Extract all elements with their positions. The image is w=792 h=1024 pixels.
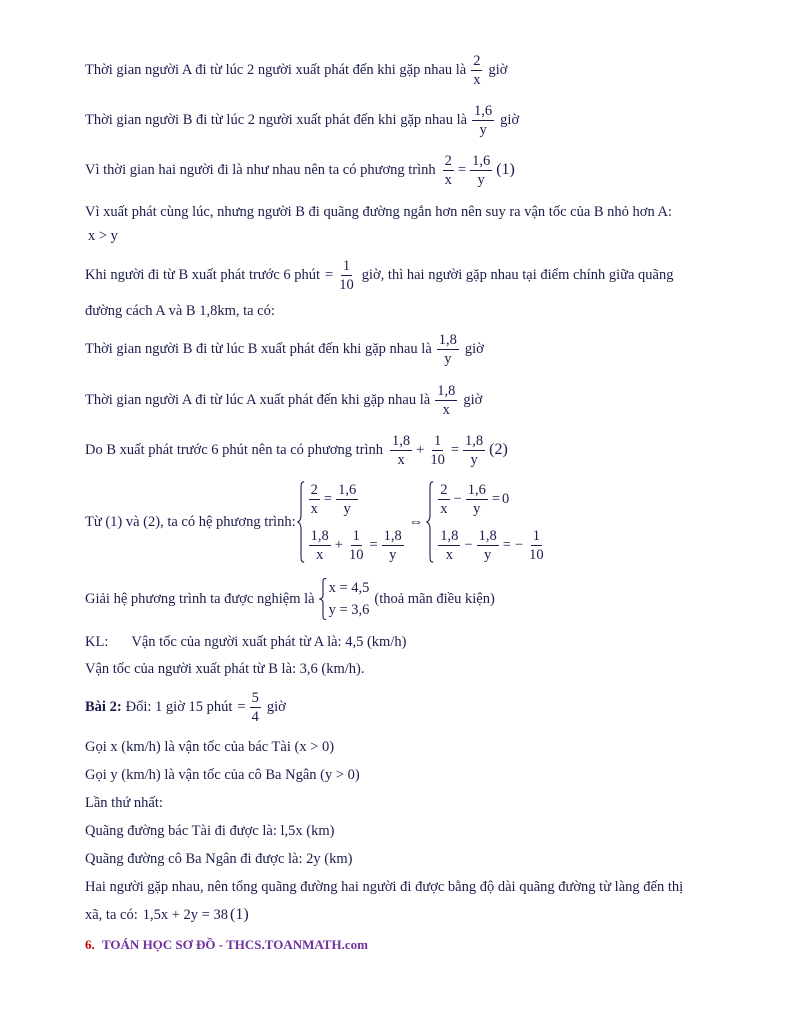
exercise-2-heading	[85, 687, 286, 727]
footer-title: TOÁN HỌC SƠ ĐỒ - THCS.TOANMATH.com	[102, 937, 368, 952]
fraction-numerator: 1,8	[478, 527, 497, 544]
fraction	[437, 333, 459, 366]
fraction	[309, 529, 331, 562]
conclusion-line-2	[85, 649, 365, 689]
system-row	[307, 476, 406, 522]
inequality-text: x > y	[88, 227, 118, 244]
solution-x: x = 4,5	[328, 579, 370, 596]
fraction	[250, 691, 261, 724]
minus-sign: −	[514, 536, 524, 553]
sentence-text: Giải hệ phương trình ta được nghiệm là	[85, 590, 315, 607]
sentence-text: Vì thời gian hai người đi là như nhau nên ta có phương trình	[85, 161, 436, 178]
sentence-text: Vì xuất phát cùng lúc, nhưng người B đi quãng đường ngắn hơn nên suy ra vận tốc của B nhỏ hơn A:	[85, 203, 673, 220]
sentence-text: Từ (1) và (2), ta có hệ phương trình:	[85, 513, 296, 530]
paragraph-equation-1	[85, 150, 515, 190]
sentence-text: Đổi: 1 giờ 15 phút	[125, 698, 233, 715]
fraction	[466, 483, 488, 516]
left-brace-icon	[426, 481, 434, 563]
fraction	[347, 529, 366, 562]
exercise-2-equation-line	[85, 895, 249, 935]
page-footer	[85, 937, 368, 953]
fraction-numerator: 1	[433, 432, 442, 449]
condition-note: (thoả mãn điều kiện)	[374, 590, 495, 607]
paragraph-time-b	[85, 100, 519, 140]
page-number: 6	[85, 937, 92, 952]
unit-text: giờ	[500, 111, 520, 128]
paragraph-solution	[85, 574, 495, 624]
fraction-numerator: 5	[251, 689, 259, 706]
system-row	[436, 476, 547, 522]
paragraph-head-start	[85, 255, 673, 295]
page-number-dot: .	[91, 937, 95, 952]
sentence-text: Gọi y (km/h) là vận tốc của cô Ba Ngân (y > 0)	[85, 766, 360, 783]
minus-sign: −	[464, 536, 473, 553]
system-rows	[436, 476, 547, 568]
fraction	[463, 434, 485, 467]
fraction-numerator: 2	[310, 481, 318, 498]
fraction-denominator: y	[484, 546, 492, 563]
fraction-numerator: 1,8	[440, 527, 459, 544]
plus-sign: +	[416, 441, 425, 458]
fraction-numerator: 1	[352, 527, 360, 544]
fraction-denominator: 10	[348, 546, 364, 563]
fraction-denominator: y	[389, 546, 397, 563]
minus-sign: −	[453, 490, 462, 507]
sentence-text: Quãng đường cô Ba Ngân đi được là: 2y (km)	[85, 850, 353, 867]
equals-sign: =	[491, 490, 500, 507]
fraction-denominator: 10	[339, 276, 354, 293]
sentence-text-after: giờ, thì hai người gặp nhau tại điểm chính giữa quãng	[361, 266, 674, 283]
equation-1	[441, 154, 515, 187]
sentence-text: Gọi x (km/h) là vận tốc của bác Tài (x > 0)	[85, 738, 335, 755]
solution-y: y = 3,6	[328, 601, 370, 618]
left-brace-icon	[297, 481, 305, 563]
fraction	[438, 483, 449, 516]
fraction-denominator: 10	[430, 451, 445, 468]
fraction-numerator: 1,6	[472, 152, 491, 169]
fraction	[527, 529, 546, 562]
equals-sign: =	[323, 490, 333, 507]
equivalence-icon: ⇔	[408, 513, 424, 530]
sentence-text: Thời gian người A đi từ lúc 2 người xuất phát đến khi gặp nhau là	[85, 61, 467, 78]
fraction-numerator: 1,6	[474, 102, 493, 119]
fraction-denominator: y	[470, 451, 478, 468]
system-rows	[329, 577, 370, 621]
unit-text: giờ	[464, 340, 484, 357]
left-brace-icon	[319, 578, 327, 620]
fraction	[471, 54, 482, 87]
conclusion-text: Vận tốc của người xuất phát từ B là: 3,6 (km/h).	[85, 660, 365, 677]
fraction-numerator: 1,8	[383, 527, 402, 544]
fraction-numerator: 1,8	[437, 382, 456, 399]
fraction-numerator: 1,8	[310, 527, 329, 544]
fraction-denominator: x	[445, 546, 453, 563]
unit-text: giờ	[266, 698, 286, 715]
paragraph-time-a	[85, 50, 507, 90]
exercise-label: Bài 2:	[85, 698, 122, 715]
unit-text: giờ	[488, 61, 508, 78]
inequality	[88, 216, 118, 256]
equation: 1,5x + 2y = 38	[142, 906, 228, 923]
paragraph-time-b-2	[85, 329, 484, 369]
paragraph-time-a-2	[85, 380, 482, 420]
sentence-text: Thời gian người B đi từ lúc 2 người xuất phát đến khi gặp nhau là	[85, 111, 468, 128]
paragraph-equation-2	[85, 430, 508, 470]
fraction-denominator: y	[477, 171, 485, 188]
fraction-denominator: x	[444, 171, 452, 188]
sentence-text: Thời gian người B đi từ lúc B xuất phát đến khi gặp nhau là	[85, 340, 432, 357]
fraction	[337, 259, 356, 292]
right-hand-side: 0	[502, 490, 510, 507]
fraction-denominator: y	[479, 121, 487, 138]
plus-sign: +	[334, 536, 343, 553]
equals-sign: =	[369, 536, 378, 553]
sentence-text: xã, ta có:	[85, 906, 138, 923]
sentence-text: Thời gian người A đi từ lúc A xuất phát đến khi gặp nhau là	[85, 391, 431, 408]
equation-system-2	[426, 476, 547, 568]
fraction-numerator: 1	[532, 527, 540, 544]
fraction-numerator: 1,6	[467, 481, 486, 498]
fraction-denominator: x	[316, 546, 324, 563]
sentence-text: Hai người gặp nhau, nên tổng quãng đường hai người đi được bằng độ dài quãng đường từ làng đến thị	[85, 878, 684, 895]
fraction-numerator: 1	[342, 257, 351, 274]
sentence-text: Lần thứ nhất:	[85, 794, 163, 811]
equals-sign: =	[457, 161, 467, 178]
paragraph-head-start-cont	[85, 291, 275, 331]
fraction	[435, 384, 457, 417]
system-rows	[307, 476, 406, 568]
fraction-numerator: 1,8	[438, 331, 457, 348]
equals-sign: =	[237, 698, 246, 715]
equals-sign: =	[502, 536, 511, 553]
fraction-numerator: 2	[473, 52, 481, 69]
conclusion-label: KL:	[85, 633, 109, 650]
equals-sign: =	[325, 266, 334, 283]
fraction-denominator: y	[343, 500, 351, 517]
fraction	[470, 154, 492, 187]
fraction-denominator: 10	[529, 546, 544, 563]
sentence-text: Quãng đường bác Tài đi được là: l,5x (km)	[85, 822, 335, 839]
sentence-text: Do B xuất phát trước 6 phút nên ta có phương trình	[85, 441, 384, 458]
paragraph-system	[85, 472, 548, 572]
fraction-denominator: x	[442, 401, 450, 418]
fraction	[477, 529, 499, 562]
fraction-denominator: x	[440, 500, 448, 517]
fraction-denominator: 4	[251, 708, 259, 725]
fraction-denominator: y	[444, 350, 452, 367]
fraction	[443, 154, 454, 187]
fraction-numerator: 2	[440, 481, 448, 498]
fraction-denominator: y	[473, 500, 481, 517]
equation-tag: (2)	[489, 441, 508, 458]
fraction-numerator: 1,6	[338, 481, 357, 498]
equals-sign: =	[450, 441, 460, 458]
conclusion-text: Vận tốc của người xuất phát từ A là: 4,5 (km/h)	[131, 633, 407, 650]
fraction-denominator: x	[473, 71, 481, 88]
sentence-text: Khi người đi từ B xuất phát trước 6 phút	[85, 266, 321, 283]
fraction	[309, 483, 320, 516]
system-row	[307, 522, 406, 568]
system-row	[436, 522, 547, 568]
fraction-numerator: 1,8	[392, 432, 411, 449]
fraction-denominator: x	[397, 451, 405, 468]
equation-system-1	[297, 476, 406, 568]
fraction	[390, 434, 412, 467]
equation-2	[388, 434, 508, 467]
fraction	[382, 529, 404, 562]
fraction-denominator: x	[310, 500, 318, 517]
fraction-numerator: 1,8	[465, 432, 484, 449]
fraction	[438, 529, 460, 562]
fraction	[472, 104, 494, 137]
solution-system	[319, 577, 370, 621]
paragraph-speed-comparison	[85, 192, 672, 232]
fraction-numerator: 2	[444, 152, 452, 169]
equation-tag: (1)	[496, 161, 515, 178]
fraction	[336, 483, 358, 516]
unit-text: giờ	[463, 391, 483, 408]
equation-tag: (1)	[229, 906, 249, 923]
fraction	[428, 434, 447, 467]
sentence-text: đường cách A và B 1,8km, ta có:	[85, 302, 275, 319]
